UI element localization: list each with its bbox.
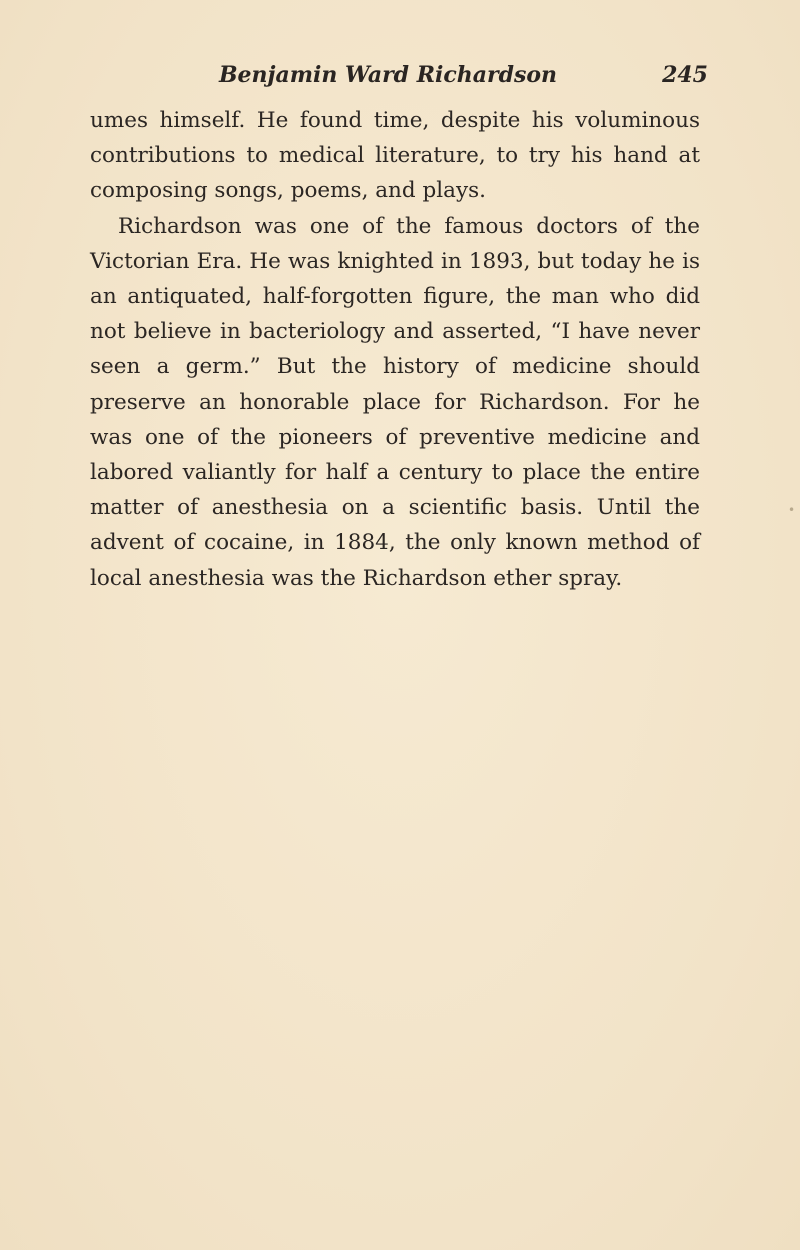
paragraph-2: Richardson was one of the famous doctors of the Victorian Era. He was knighted in 1893, but today he is an antiquated, half-forgotten figure, the man who did not believe in bacteriology and asserted, “I have never seen a germ.” But the history of medicine should preserve an honorable place for Richardson. For he was one of the pioneers of preventive medicine and labored valiantly for half a century to place the entire matter of anesthesia on a scientific basis. Until the advent of cocaine, in 1884, the only known method of local anesthesia was the Richardson ether spray. (90, 213, 700, 591)
paragraph-1: umes himself. He found time, despite his voluminous contributions to medical literature, to try his hand at composing songs, poems, and plays. (90, 108, 700, 204)
running-head (118, 62, 708, 92)
page-number: 245 (662, 62, 708, 88)
body-text (90, 103, 700, 596)
page-speck: • (788, 503, 796, 517)
running-title: Benjamin Ward Richardson (218, 62, 558, 88)
